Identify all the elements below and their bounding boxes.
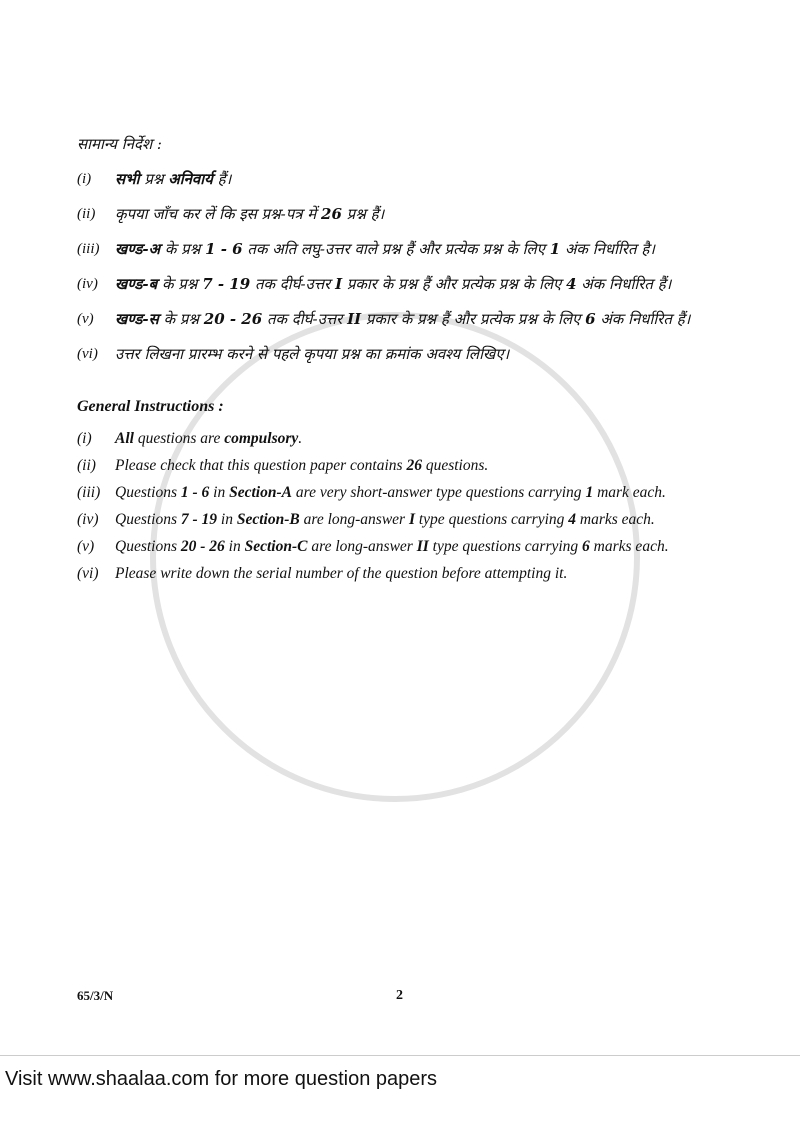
instruction-item [77, 453, 727, 478]
item-number: (ii) [77, 457, 96, 474]
item-text [115, 303, 727, 335]
paper-code: 65/3/N [77, 988, 114, 1003]
instructions-content [77, 133, 727, 588]
item-number: (iii) [77, 484, 101, 501]
instruction-item [77, 303, 727, 335]
text-segment: प्रश्न [139, 170, 169, 188]
instruction-item [77, 233, 727, 265]
text-segment: Please check that this question paper contains [115, 457, 407, 474]
item-text [115, 507, 727, 532]
hindi-heading: सामान्य निर्देश : [77, 135, 162, 153]
bold-segment: 4 [568, 511, 577, 528]
bold-segment: 20 - 26 [180, 538, 225, 555]
text-segment: Questions [115, 484, 181, 501]
instruction-item [77, 561, 727, 586]
text-segment: प्रकार के प्रश्न हैं और प्रत्येक प्रश्न के लिए [361, 310, 586, 328]
item-number: (v) [77, 311, 94, 327]
text-segment: are long-answer [299, 511, 409, 528]
text-segment: के प्रश्न [160, 240, 206, 258]
instruction-item [77, 534, 727, 559]
instruction-item [77, 507, 727, 532]
item-text [115, 534, 727, 559]
text-segment: Please write down the serial number of the question before attempting it. [115, 565, 568, 582]
bold-segment: खण्ड-अ [115, 240, 161, 258]
bold-segment: Section-C [244, 538, 308, 555]
text-segment: marks each. [576, 511, 655, 528]
footer-banner [0, 1055, 800, 1133]
bold-segment: 26 [406, 457, 422, 474]
text-segment: प्रश्न हैं। [341, 205, 385, 223]
page-number: 2 [396, 988, 403, 1003]
bold-segment: 4 [566, 275, 577, 293]
bold-segment: खण्ड-स [115, 310, 159, 328]
item-text [115, 480, 727, 505]
item-text [115, 561, 727, 586]
text-segment: mark each. [593, 484, 666, 501]
item-text [115, 198, 727, 230]
bold-segment: I [335, 275, 343, 293]
text-segment: Questions [115, 538, 181, 555]
bold-segment: 6 [582, 538, 590, 555]
bold-segment: II [347, 310, 362, 328]
text-segment: तक दीर्घ-उत्तर [250, 275, 336, 293]
text-segment: कृपया जाँच कर लें कि इस प्रश्न-पत्र में [115, 205, 322, 223]
text-segment: . [298, 430, 303, 447]
text-segment: प्रकार के प्रश्न हैं और प्रत्येक प्रश्न के लिए [342, 275, 567, 293]
instruction-item [77, 163, 727, 195]
bold-segment: II [416, 538, 429, 555]
item-text [115, 453, 727, 478]
bold-segment: 1 - 6 [205, 240, 243, 258]
text-segment: उत्तर लिखना प्रारम्भ करने से पहले कृपया प्रश्न का क्रमांक अवश्य लिखिए। [115, 345, 510, 363]
bold-segment: 26 [321, 205, 342, 223]
text-segment: marks each. [589, 538, 669, 555]
item-text [115, 163, 727, 195]
bold-segment: 1 [549, 240, 561, 258]
text-segment: in [209, 484, 230, 501]
item-number: (ii) [77, 206, 96, 222]
instruction-item [77, 426, 727, 451]
text-segment: Questions [115, 511, 181, 528]
instruction-item [77, 198, 727, 230]
instruction-item [77, 480, 727, 505]
text-segment: are very short-answer type questions carrying [291, 484, 586, 501]
banner-text: Visit www.shaalaa.com for more question papers [5, 1068, 438, 1090]
item-number: (vi) [77, 346, 98, 362]
text-segment: के प्रश्न [157, 275, 203, 293]
bold-segment: Section-A [229, 484, 292, 501]
text-segment: तक दीर्घ-उत्तर [262, 310, 348, 328]
text-segment: अंक निर्धारित हैं। [595, 310, 691, 328]
text-segment: हैं। [212, 170, 232, 188]
text-segment: type questions carrying [415, 511, 569, 528]
item-text [115, 268, 727, 300]
item-number: (i) [77, 430, 92, 447]
hindi-instructions [77, 163, 727, 370]
bold-segment: 6 [585, 310, 596, 328]
text-segment: type questions carrying [428, 538, 583, 555]
bold-segment: खण्ड-ब [115, 275, 158, 293]
text-segment: questions. [421, 457, 489, 474]
text-segment: के प्रश्न [158, 310, 204, 328]
bold-segment: 1 [585, 484, 594, 501]
item-text [115, 426, 727, 451]
bold-segment: अनिवार्य [168, 170, 213, 188]
text-segment: अंक निर्धारित हैं। [576, 275, 672, 293]
english-instructions [77, 426, 727, 586]
instruction-item [77, 338, 727, 370]
item-number: (iii) [77, 241, 100, 257]
bold-segment: 7 - 19 [202, 275, 251, 293]
bold-segment: All [115, 430, 134, 447]
bold-segment: 1 - 6 [180, 484, 210, 501]
text-segment: तक अति लघु-उत्तर वाले प्रश्न हैं और प्रत्येक प्रश्न के लिए [242, 240, 550, 258]
item-number: (iv) [77, 276, 98, 292]
item-number: (i) [77, 171, 92, 187]
bold-segment: compulsory [224, 430, 299, 447]
bold-segment: सभी [115, 170, 140, 188]
bold-segment: 7 - 19 [180, 511, 218, 528]
text-segment: questions are [133, 430, 225, 447]
bold-segment: I [408, 511, 415, 528]
english-heading: General Instructions : [77, 398, 224, 415]
text-segment: in [224, 538, 245, 555]
instruction-item [77, 268, 727, 300]
text-segment: are long-answer [307, 538, 417, 555]
item-number: (vi) [77, 565, 99, 582]
item-number: (v) [77, 538, 95, 555]
bold-segment: 20 - 26 [203, 310, 263, 328]
item-text [115, 338, 727, 370]
text-segment: in [217, 511, 237, 528]
item-text [115, 233, 727, 265]
item-number: (iv) [77, 511, 99, 528]
bold-segment: Section-B [236, 511, 300, 528]
text-segment: अंक निर्धारित है। [560, 240, 655, 258]
